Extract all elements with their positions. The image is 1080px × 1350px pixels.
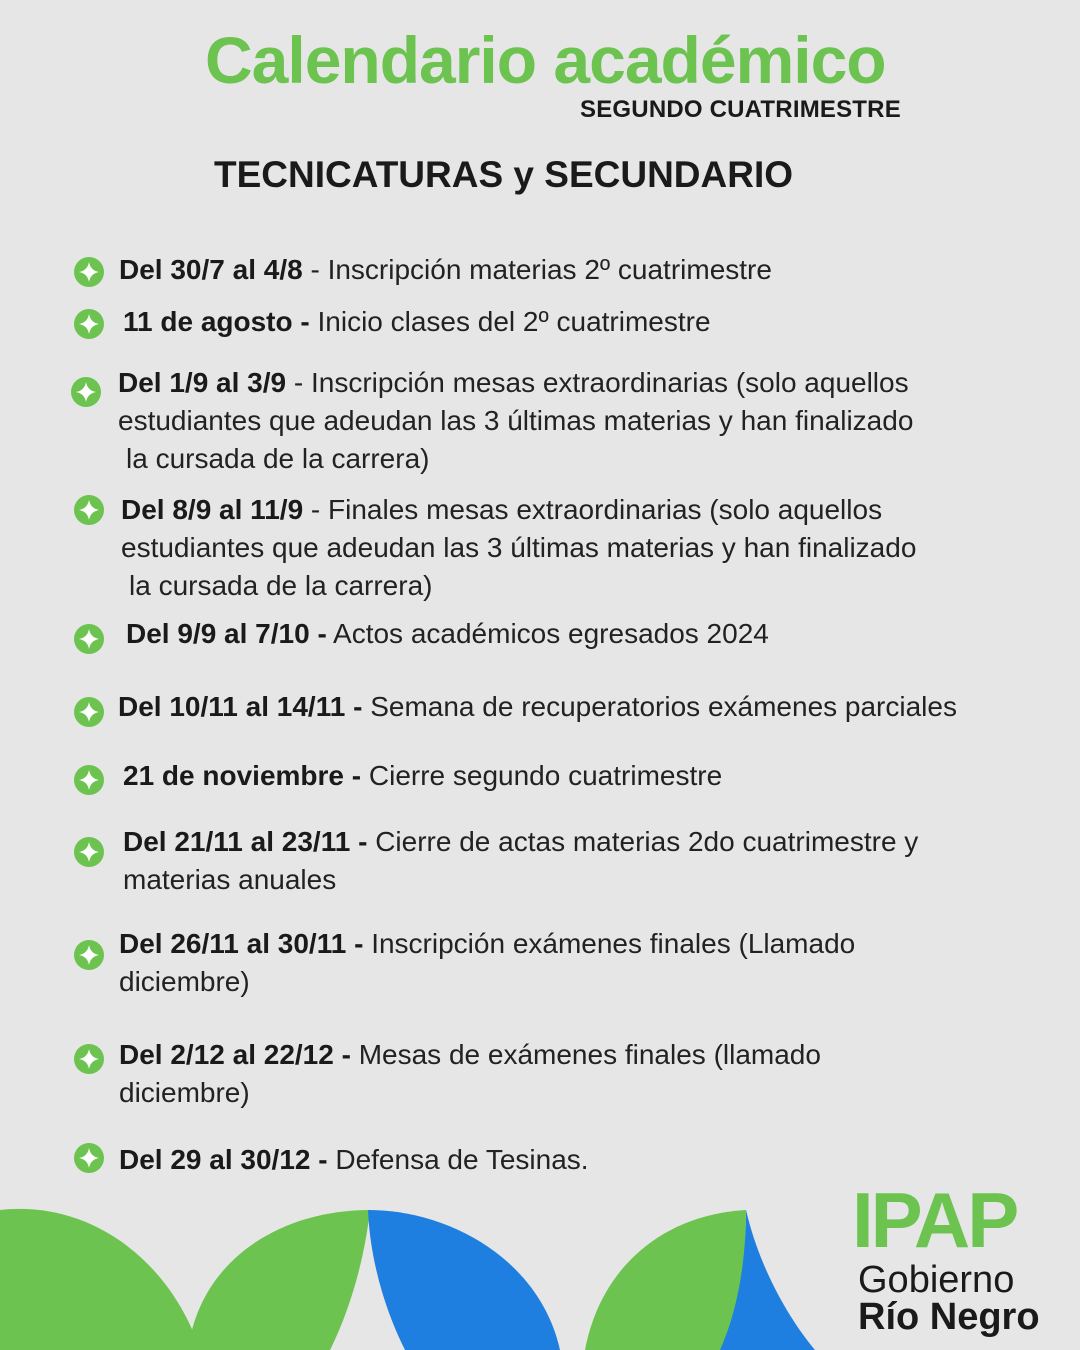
calendar-item-description: Defensa de Tesinas.	[327, 1144, 589, 1175]
calendar-item-date: Del 1/9 al 3/9	[118, 367, 287, 398]
calendar-item-date: Del 2/12 al 22/12 -	[119, 1039, 351, 1070]
leaf-shape	[188, 1210, 370, 1350]
calendar-item-line	[126, 615, 769, 653]
calendar-item-date: Del 30/7 al 4/8	[119, 254, 303, 285]
calendar-item-continuation: la cursada de la carrera)	[126, 443, 430, 474]
calendar-item-line	[123, 823, 918, 861]
calendar-item-date: Del 21/11 al 23/11 -	[123, 826, 368, 857]
calendar-item-description: Inscripción exámenes finales (Llamado	[363, 928, 856, 959]
calendar-item-description: - Inscripción materias 2º cuatrimestre	[302, 254, 772, 285]
bullet-star-icon	[73, 1043, 105, 1075]
calendar-item-date: Del 8/9 al 11/9	[121, 494, 304, 525]
calendar-item-line	[118, 688, 957, 726]
bullet-star-icon	[73, 623, 105, 655]
calendar-item-line	[123, 757, 722, 795]
bullet-star-icon	[73, 1142, 105, 1174]
page-subtitle: SEGUNDO CUATRIMESTRE	[580, 96, 901, 123]
calendar-item-continuation: estudiantes que adeudan las 3 últimas materias y han finalizado	[118, 405, 914, 436]
calendar-item-description: Mesas de exámenes finales (llamado	[350, 1039, 821, 1070]
calendar-item-description: Cierre de actas materias 2do cuatrimestre y	[367, 826, 919, 857]
calendar-item-date: Del 29 al 30/12 -	[119, 1144, 328, 1175]
bullet-star-icon	[73, 836, 105, 868]
calendar-item-date: 21 de noviembre -	[123, 760, 362, 791]
calendar-item-line	[121, 491, 882, 529]
calendar-item-description: Cierre segundo cuatrimestre	[361, 760, 723, 791]
bullet-star-icon	[73, 308, 105, 340]
calendar-item-line	[119, 1141, 589, 1179]
calendar-item-date: Del 26/11 al 30/11 -	[119, 928, 364, 959]
calendar-item-description: - Inscripción mesas extraordinarias (solo aquellos	[286, 367, 909, 398]
leaf-shape	[368, 1210, 560, 1350]
calendar-item-continuation: la cursada de la carrera)	[129, 570, 433, 601]
calendar-item-line	[118, 364, 909, 402]
calendar-item-line	[119, 1036, 821, 1074]
bullet-star-icon	[73, 939, 105, 971]
section-heading: TECNICATURAS y SECUNDARIO	[214, 154, 794, 195]
calendar-item-description: Inicio clases del 2º cuatrimestre	[309, 306, 711, 337]
leaf-shape	[0, 1209, 200, 1350]
calendar-item-description: - Finales mesas extraordinarias (solo aquellos	[303, 494, 883, 525]
calendar-item-continuation: materias anuales	[123, 864, 337, 895]
bullet-star-icon	[73, 764, 105, 796]
bullet-star-icon	[73, 494, 105, 526]
calendar-item-date: 11 de agosto -	[123, 306, 310, 337]
decorative-leaves	[0, 1200, 860, 1350]
calendar-item-line	[119, 251, 772, 289]
logo-line-rio-negro: Río Negro	[858, 1296, 1040, 1338]
calendar-item-description: Actos académicos egresados 2024	[326, 618, 769, 649]
calendar-item-line	[123, 303, 711, 341]
calendar-item-description: Semana de recuperatorios exámenes parciales	[362, 691, 957, 722]
ipap-logo	[852, 1176, 1062, 1340]
calendar-item-continuation: diciembre)	[119, 1077, 250, 1108]
leaf-shape	[585, 1210, 746, 1350]
logo-line-gobierno: Gobierno	[858, 1259, 1015, 1301]
calendar-item-continuation: estudiantes que adeudan las 3 últimas materias y han finalizado	[121, 532, 917, 563]
calendar-item-line	[119, 925, 855, 963]
calendar-item-date: Del 10/11 al 14/11 -	[118, 691, 363, 722]
logo-brand: IPAP	[852, 1176, 1017, 1264]
bullet-star-icon	[70, 376, 102, 408]
calendar-item-date: Del 9/9 al 7/10 -	[126, 618, 327, 649]
page-title: Calendario académico	[205, 23, 886, 97]
calendar-item-continuation: diciembre)	[119, 966, 250, 997]
bullet-star-icon	[73, 696, 105, 728]
bullet-star-icon	[73, 256, 105, 288]
